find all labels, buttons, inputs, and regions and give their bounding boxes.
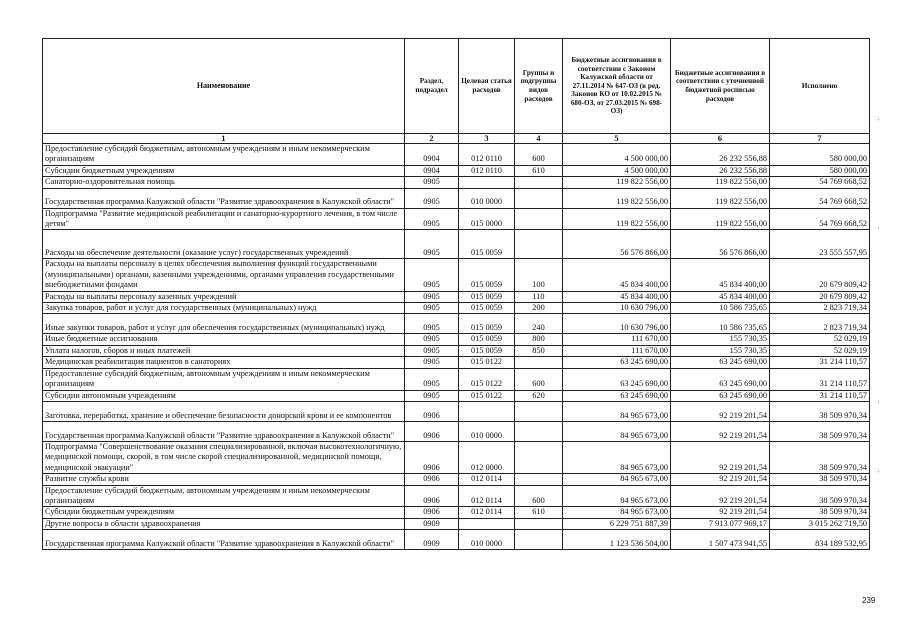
cell-section: 0905 (405, 357, 459, 368)
cell-budget: 111 670,00 (563, 345, 671, 356)
table-row (43, 334, 870, 345)
margin-mark: ' (878, 118, 880, 126)
cell-article: 012 0000 (459, 441, 515, 473)
table-row (43, 230, 870, 259)
cell-executed: 580 000,00 (770, 165, 870, 176)
budget-table (42, 38, 870, 550)
cell-section: 0906 (405, 485, 459, 507)
cell-budget: 84 965 673,00 (563, 421, 671, 441)
cell-budget: 56 576 866,00 (563, 230, 671, 259)
cell-group (515, 208, 563, 230)
cell-name: Закупка товаров, работ и услуг для государственных (муниципальных) нужд (43, 303, 405, 314)
cell-article: 012 0110 (459, 144, 515, 166)
cell-budget: 119 822 556,00 (563, 208, 671, 230)
cell-name: Государственная программа Калужской области "Развитие здравоохранения в Калужской области" (43, 421, 405, 441)
cell-section: 0905 (405, 177, 459, 188)
cell-section: 0906 (405, 441, 459, 473)
cell-refined: 92 219 201,54 (671, 441, 770, 473)
cell-budget: 4 500 000,00 (563, 144, 671, 166)
margin-mark: ' (878, 470, 880, 478)
cell-article: 015 0122 (459, 368, 515, 390)
cell-group (515, 474, 563, 485)
cell-refined: 63 245 690,00 (671, 368, 770, 390)
cell-executed: 38 509 970,34 (770, 474, 870, 485)
table-row (43, 518, 870, 529)
cell-section: 0906 (405, 474, 459, 485)
cell-budget: 119 822 556,00 (563, 188, 671, 208)
cell-budget: 63 245 690,00 (563, 390, 671, 401)
cell-name: Другие вопросы в области здравоохранения (43, 518, 405, 529)
table-row (43, 345, 870, 356)
cell-refined: 119 822 556,00 (671, 188, 770, 208)
table-row (43, 530, 870, 550)
cell-executed: 52 029,19 (770, 345, 870, 356)
cell-budget: 119 822 556,00 (563, 177, 671, 188)
cell-group: 200 (515, 303, 563, 314)
column-number: 1 (43, 134, 405, 144)
cell-group (515, 530, 563, 550)
cell-refined: 92 219 201,54 (671, 401, 770, 421)
cell-group: 610 (515, 507, 563, 518)
cell-refined: 119 822 556,00 (671, 177, 770, 188)
table-row (43, 303, 870, 314)
table-row (43, 259, 870, 291)
header-groups: Группы и подгруппы видов расходов (515, 39, 563, 134)
cell-executed: 834 189 532,95 (770, 530, 870, 550)
cell-name: Иные закупки товаров, работ и услуг для обеспечения государственных (муниципальных) нужд (43, 314, 405, 334)
cell-budget: 45 834 400,00 (563, 291, 671, 302)
cell-section: 0904 (405, 144, 459, 166)
cell-name: Предоставление субсидий бюджетным, автономным учреждениям и иным некоммерческим организациям (43, 368, 405, 390)
cell-refined: 92 219 201,54 (671, 507, 770, 518)
cell-refined: 26 232 556,88 (671, 144, 770, 166)
cell-executed: 20 679 809,42 (770, 259, 870, 291)
cell-name: Подпрограмма "Совершенствование оказания специализированной, включая высокотехнологичную, медицинской помощи, скорой, в том числе скорой специализированной, медицинской помощи, медицинской эвакуации" (43, 441, 405, 473)
cell-section: 0905 (405, 188, 459, 208)
cell-refined: 7 913 077 969,17 (671, 518, 770, 529)
table-row (43, 188, 870, 208)
table-row (43, 485, 870, 507)
margin-mark: ' (878, 226, 880, 234)
cell-name: Уплата налогов, сборов и иных платежей (43, 345, 405, 356)
cell-group: 600 (515, 368, 563, 390)
cell-group: 600 (515, 144, 563, 166)
cell-executed: 38 509 970,34 (770, 401, 870, 421)
cell-executed: 54 769 668,52 (770, 188, 870, 208)
cell-article: 015 0000 (459, 208, 515, 230)
cell-refined: 10 586 735,65 (671, 303, 770, 314)
cell-name: Государственная программа Калужской области "Развитие здравоохранения в Калужской области" (43, 188, 405, 208)
cell-section: 0905 (405, 291, 459, 302)
cell-section: 0905 (405, 334, 459, 345)
cell-name: Медицинская реабилитация пациентов в санаториях (43, 357, 405, 368)
cell-refined: 63 245 690,00 (671, 357, 770, 368)
cell-article: 010 0000 (459, 421, 515, 441)
cell-section: 0905 (405, 314, 459, 334)
cell-section: 0905 (405, 368, 459, 390)
cell-name: Субсидии бюджетным учреждениям (43, 165, 405, 176)
cell-group: 800 (515, 334, 563, 345)
header-article: Целевая статья расходов (459, 39, 515, 134)
cell-article: 015 0122 (459, 357, 515, 368)
header-budget: Бюджетные ассигнования в соответствии с Законом Калужской области от 27.11.2014 № 647-ОЗ (в ред. Законов КО от 10.02.2015 № 680-ОЗ, от 27.03.2015 № 698-ОЗ) (563, 39, 671, 134)
cell-article (459, 518, 515, 529)
column-number: 3 (459, 134, 515, 144)
cell-executed: 2 823 719,34 (770, 303, 870, 314)
cell-budget: 63 245 690,00 (563, 368, 671, 390)
cell-group (515, 230, 563, 259)
cell-group: 610 (515, 165, 563, 176)
cell-group (515, 441, 563, 473)
cell-executed: 31 214 110,57 (770, 368, 870, 390)
cell-article: 012 0114 (459, 507, 515, 518)
page-number: 239 (862, 596, 876, 605)
cell-article: 015 0059 (459, 230, 515, 259)
cell-article: 015 0059 (459, 259, 515, 291)
table-row (43, 144, 870, 166)
table-row (43, 314, 870, 334)
cell-refined: 1 507 473 941,55 (671, 530, 770, 550)
cell-section: 0905 (405, 230, 459, 259)
cell-article (459, 177, 515, 188)
cell-section: 0905 (405, 390, 459, 401)
cell-executed: 38 509 970,34 (770, 485, 870, 507)
cell-executed: 3 015 262 719,50 (770, 518, 870, 529)
cell-executed: 52 029,19 (770, 334, 870, 345)
cell-group (515, 401, 563, 421)
cell-name: Государственная программа Калужской области "Развитие здравоохранения в Калужской области" (43, 530, 405, 550)
table-row (43, 421, 870, 441)
header-name: Наименование (43, 39, 405, 134)
cell-budget: 84 965 673,00 (563, 485, 671, 507)
table-row (43, 357, 870, 368)
cell-group: 110 (515, 291, 563, 302)
cell-refined: 56 576 866,00 (671, 230, 770, 259)
cell-budget: 45 834 400,00 (563, 259, 671, 291)
column-number-row (43, 134, 870, 144)
cell-refined: 155 730,35 (671, 334, 770, 345)
cell-group (515, 518, 563, 529)
cell-refined: 92 219 201,54 (671, 485, 770, 507)
cell-executed: 580 000,00 (770, 144, 870, 166)
cell-budget: 4 500 000,00 (563, 165, 671, 176)
cell-name: Расходы на обеспечение деятельности (оказание услуг) государственных учреждений (43, 230, 405, 259)
table-row (43, 441, 870, 473)
cell-executed: 20 679 809,42 (770, 291, 870, 302)
cell-budget: 84 965 673,00 (563, 474, 671, 485)
cell-refined: 45 834 400,00 (671, 291, 770, 302)
cell-section: 0906 (405, 401, 459, 421)
cell-executed: 31 214 110,57 (770, 390, 870, 401)
cell-article (459, 401, 515, 421)
cell-article: 010 0000 (459, 188, 515, 208)
table-row (43, 165, 870, 176)
cell-name: Санаторно-оздоровительная помощь (43, 177, 405, 188)
cell-refined: 26 232 556,88 (671, 165, 770, 176)
cell-group (515, 188, 563, 208)
cell-section: 0906 (405, 421, 459, 441)
cell-refined: 155 730,35 (671, 345, 770, 356)
cell-executed: 54 769 668,52 (770, 208, 870, 230)
cell-executed: 38 509 970,34 (770, 421, 870, 441)
table-row (43, 507, 870, 518)
cell-section: 0909 (405, 530, 459, 550)
cell-refined: 119 822 556,00 (671, 208, 770, 230)
cell-name: Субсидии автономным учреждениям (43, 390, 405, 401)
cell-group (515, 421, 563, 441)
cell-budget: 84 965 673,00 (563, 507, 671, 518)
cell-executed: 2 823 719,34 (770, 314, 870, 334)
cell-name: Субсидии бюджетным учреждениям (43, 507, 405, 518)
cell-name: Предоставление субсидий бюджетным, автономным учреждениям и иным некоммерческим организациям (43, 144, 405, 166)
cell-article: 015 0059 (459, 334, 515, 345)
cell-executed: 54 769 668,52 (770, 177, 870, 188)
cell-group: 600 (515, 485, 563, 507)
cell-name: Расходы на выплаты персоналу в целях обеспечения выполнения функций государственными (муниципальными) органами, казенными учреждениями, органами управления государственными внебюджетными фондами (43, 259, 405, 291)
table-row (43, 390, 870, 401)
cell-article: 015 0059 (459, 291, 515, 302)
cell-group (515, 357, 563, 368)
cell-group (515, 177, 563, 188)
cell-refined: 10 586 735,65 (671, 314, 770, 334)
cell-budget: 84 965 673,00 (563, 441, 671, 473)
column-number: 5 (563, 134, 671, 144)
cell-group: 850 (515, 345, 563, 356)
column-number: 6 (671, 134, 770, 144)
cell-group: 240 (515, 314, 563, 334)
table-row (43, 474, 870, 485)
cell-section: 0906 (405, 507, 459, 518)
cell-refined: 63 245 690,00 (671, 390, 770, 401)
cell-section: 0905 (405, 208, 459, 230)
cell-article: 015 0059 (459, 345, 515, 356)
cell-budget: 63 245 690,00 (563, 357, 671, 368)
cell-budget: 111 670,00 (563, 334, 671, 345)
cell-budget: 1 123 536 504,00 (563, 530, 671, 550)
table-row (43, 291, 870, 302)
cell-refined: 45 834 400,00 (671, 259, 770, 291)
cell-executed: 38 509 970,34 (770, 441, 870, 473)
cell-article: 015 0059 (459, 303, 515, 314)
cell-name: Предоставление субсидий бюджетным, автономным учреждениям и иным некоммерческим организациям (43, 485, 405, 507)
cell-budget: 10 630 796,00 (563, 303, 671, 314)
cell-section: 0909 (405, 518, 459, 529)
header-section: Раздел, подраздел (405, 39, 459, 134)
cell-name: Расходы на выплаты персоналу казенных учреждений (43, 291, 405, 302)
cell-executed: 23 555 557,95 (770, 230, 870, 259)
cell-section: 0905 (405, 259, 459, 291)
cell-article: 012 0114 (459, 485, 515, 507)
column-number: 2 (405, 134, 459, 144)
cell-section: 0905 (405, 345, 459, 356)
cell-executed: 38 509 970,34 (770, 507, 870, 518)
table-row (43, 208, 870, 230)
cell-name: Заготовка, переработка, хранение и обеспечение безопасности донорской крови и ее компонентов (43, 401, 405, 421)
cell-group: 620 (515, 390, 563, 401)
cell-article: 015 0122 (459, 390, 515, 401)
column-number: 4 (515, 134, 563, 144)
margin-mark: ' (878, 400, 880, 408)
header-row (43, 39, 870, 134)
cell-article: 012 0110 (459, 165, 515, 176)
cell-article: 012 0114 (459, 474, 515, 485)
cell-executed: 31 214 110,57 (770, 357, 870, 368)
cell-name: Подпрограмма "Развитие медицинской реабилитации и санаторно-курортного лечения, в том числе детям" (43, 208, 405, 230)
table-row (43, 401, 870, 421)
cell-refined: 92 219 201,54 (671, 421, 770, 441)
table-row (43, 368, 870, 390)
cell-group: 100 (515, 259, 563, 291)
column-number: 7 (770, 134, 870, 144)
cell-refined: 92 219 201,54 (671, 474, 770, 485)
cell-name: Иные бюджетные ассигнования (43, 334, 405, 345)
cell-name: Развитие службы крови (43, 474, 405, 485)
cell-section: 0904 (405, 165, 459, 176)
header-refined: Бюджетные ассигнования в соответствии с уточненной бюджетной росписью расходов (671, 39, 770, 134)
header-executed: Исполнено (770, 39, 870, 134)
cell-section: 0905 (405, 303, 459, 314)
cell-article: 010 0000 (459, 530, 515, 550)
cell-budget: 6 229 751 887,39 (563, 518, 671, 529)
table-row (43, 177, 870, 188)
cell-budget: 10 630 796,00 (563, 314, 671, 334)
cell-budget: 84 965 673,00 (563, 401, 671, 421)
cell-article: 015 0059 (459, 314, 515, 334)
